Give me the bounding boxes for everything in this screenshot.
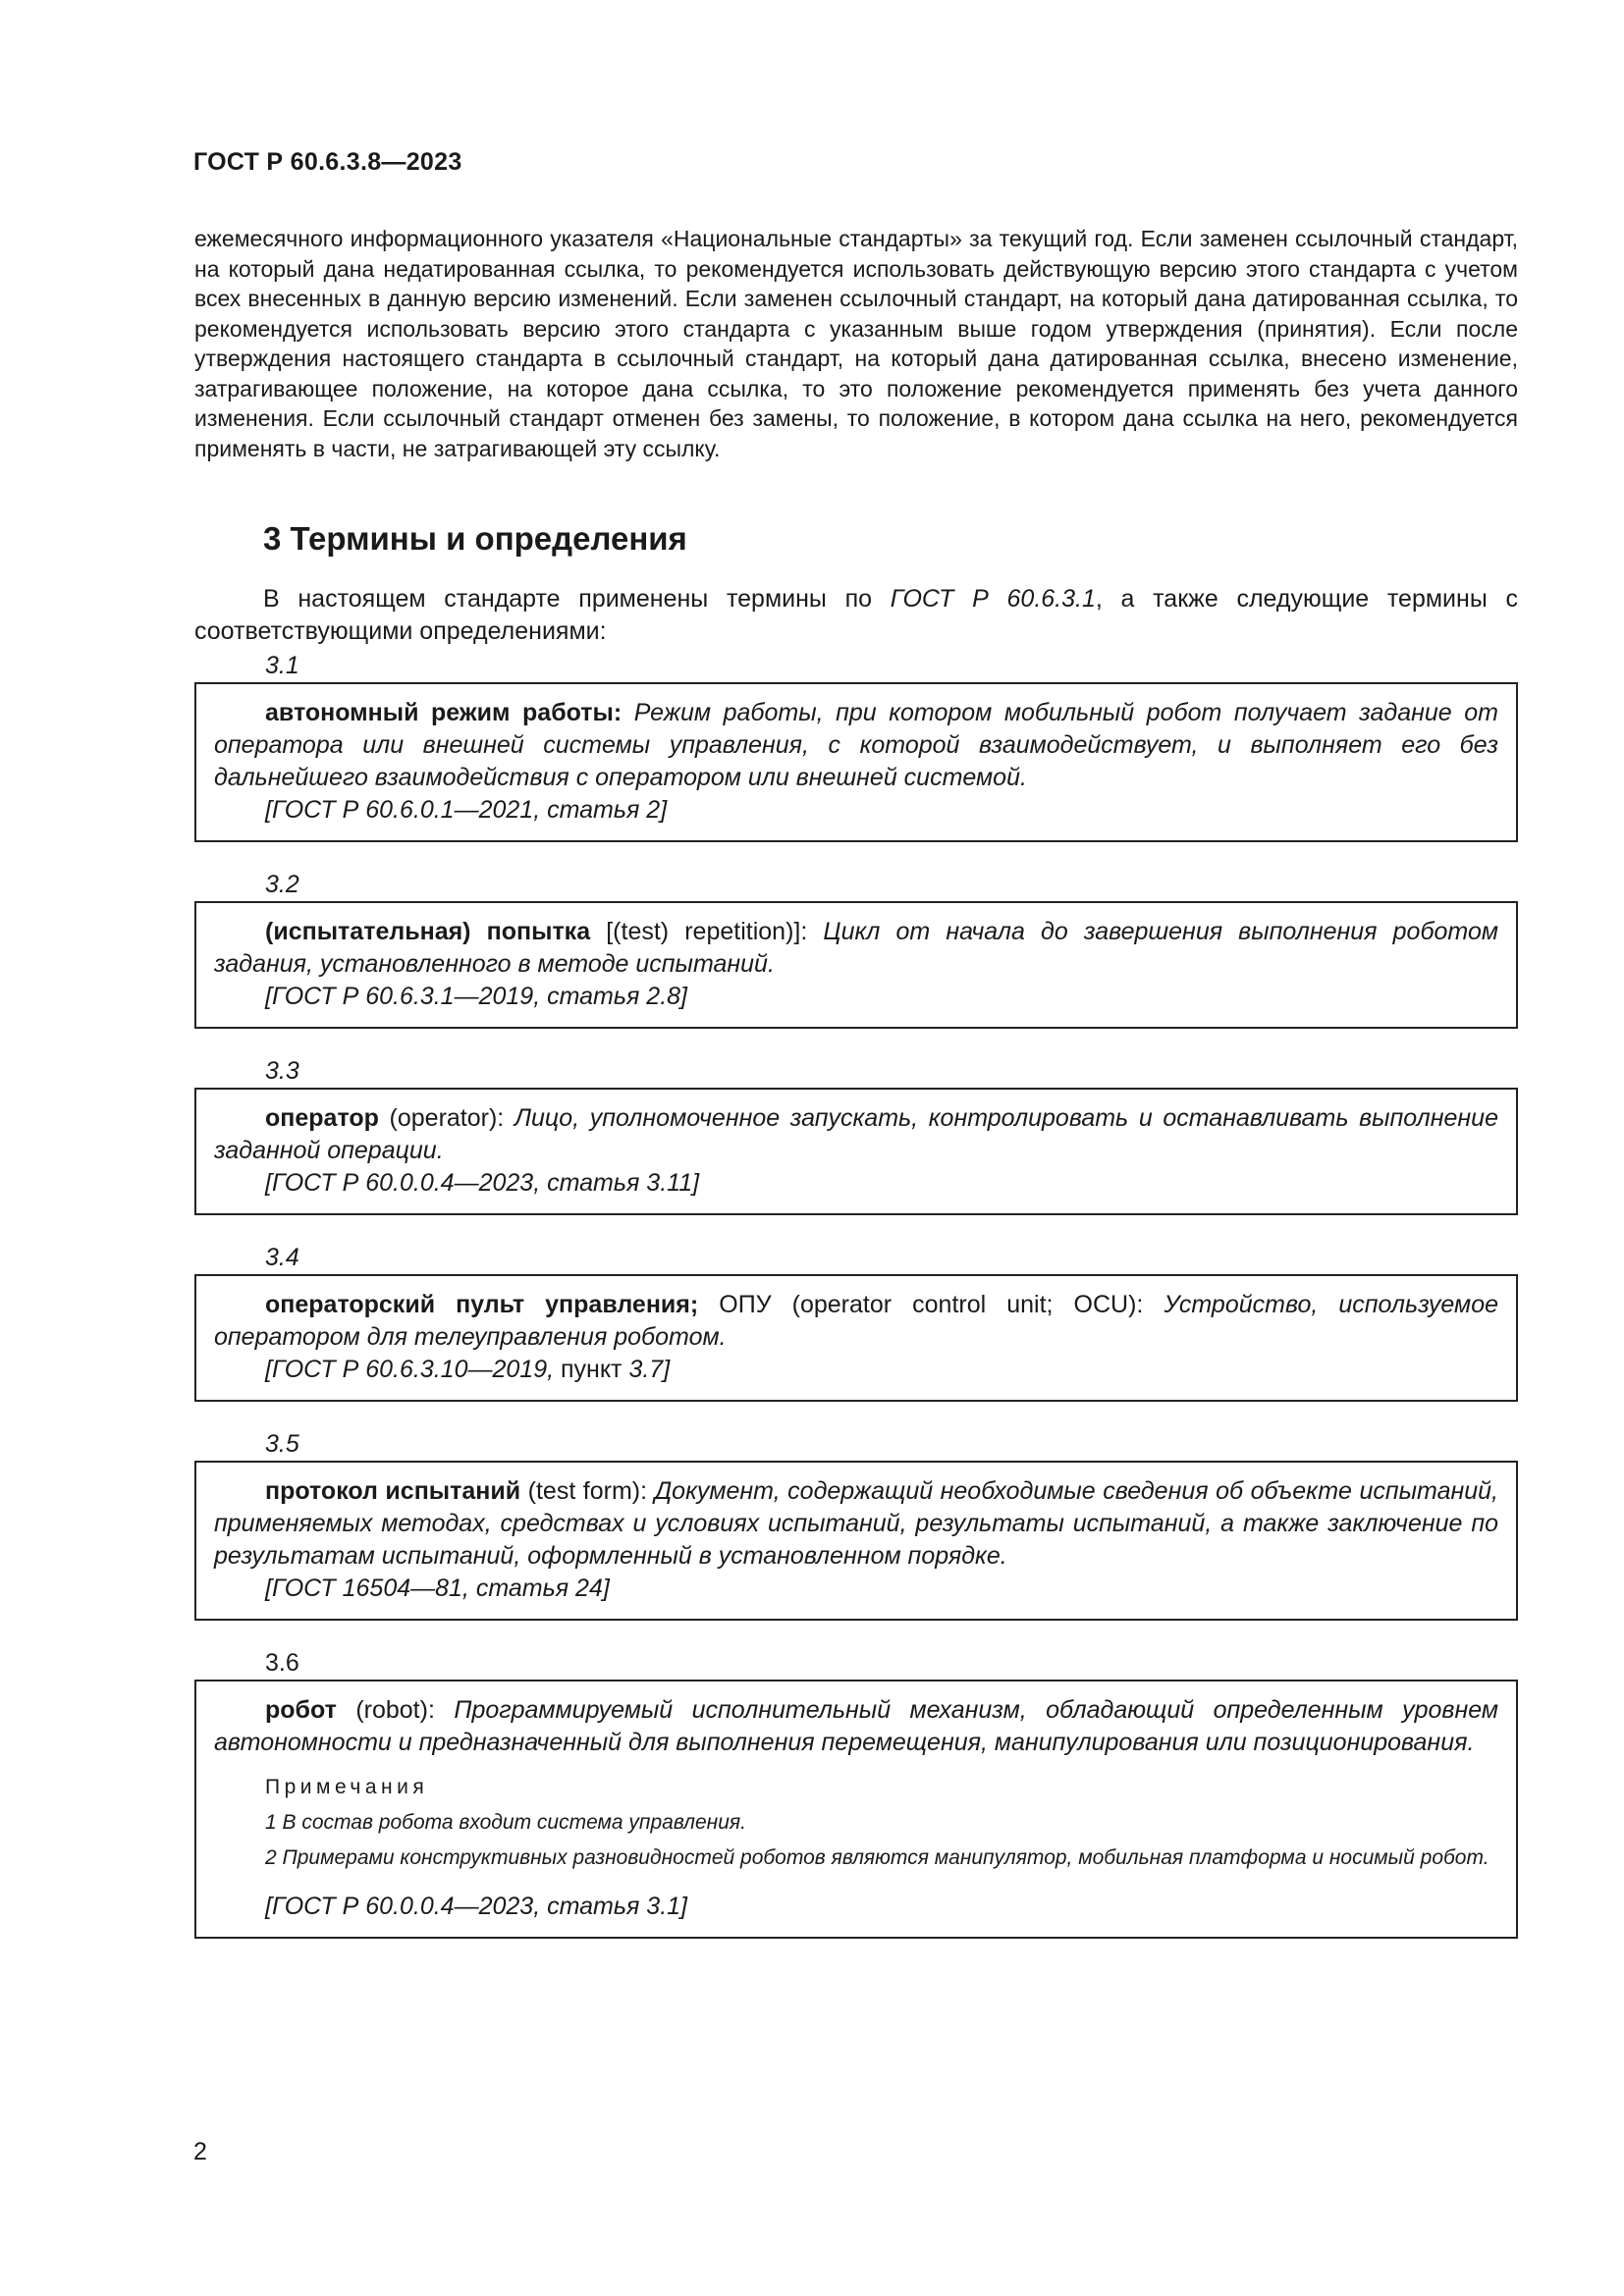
term-number: 3.4 (265, 1244, 299, 1271)
section-title: 3 Термины и определения (263, 520, 687, 557)
term-entry-box (194, 682, 1518, 842)
term-source: [ГОСТ Р 60.6.3.1—2019, статья 2.8] (265, 983, 688, 1010)
note-item: 2 Примерами конструктивных разновидностей роботов являются манипулятор, мобильная платформа и носимый робот. (265, 1846, 1489, 1869)
lead-text-before: В настоящем стандарте применены термины по (263, 585, 891, 613)
term-number: 3.2 (265, 871, 299, 898)
term-entry-box (194, 1088, 1518, 1215)
term-name: автономный режим работы: (265, 699, 623, 726)
term-number: 3.6 (265, 1649, 299, 1677)
term-definition (214, 697, 1498, 794)
term-source: [ГОСТ Р 60.0.0.4—2023, статья 3.11] (265, 1169, 700, 1197)
term-source (214, 1354, 1498, 1386)
lead-text-after: , а также следующие термины с соответствующими определениями: (194, 585, 1518, 645)
term-source-reference: [ГОСТ Р 60.6.3.10—2019, (265, 1356, 555, 1383)
term-definition-text: Цикл от начала до завершения выполнения роботом задания, установленного в методе испытаний. (214, 918, 1498, 978)
term-entry-box (194, 1274, 1518, 1402)
term-definition (214, 1289, 1498, 1354)
term-definition-text: Режим работы, при котором мобильный робот получает задание от оператора или внешней системы управления, с которой взаимодействует, и выполняет его без дальнейшего взаимодействия с оператором или внешней системой. (214, 699, 1498, 791)
term-definition (214, 1102, 1498, 1167)
term-english-equivalent: ОПУ (operator control unit; OCU): (698, 1291, 1144, 1318)
term-name: оператор (265, 1104, 379, 1132)
term-name: операторский пульт управления; (265, 1291, 699, 1318)
term-english-equivalent: (operator): (378, 1104, 505, 1132)
term-number: 3.3 (265, 1057, 299, 1085)
term-entry-box (194, 1680, 1518, 1939)
term-entry-box (194, 901, 1518, 1029)
term-definition (214, 1475, 1498, 1573)
term-number: 3.1 (265, 652, 299, 679)
term-source: [ГОСТ 16504—81, статья 24] (265, 1575, 610, 1602)
term-definition-text: Устройство, используемое оператором для телеуправления роботом. (214, 1291, 1498, 1351)
term-source: [ГОСТ Р 60.0.0.4—2023, статья 3.1] (265, 1893, 688, 1920)
term-entry-box (194, 1461, 1518, 1621)
intro-paragraph: ежемесячного информационного указателя «Национальные стандарты» за текущий год. Если заменен ссылочный стандарт, на который дана недатированная ссылка, то рекомендуется использовать действующую версию этого стандарта с учетом всех внесенных в данную версию изменений. Если заменен ссылочный стандарт, на который дана датированная ссылка, то рекомендуется использовать версию этого стандарта с указанным выше годом утверждения (принятия). Если после утверждения настоящего стандарта в ссылочный стандарт, на который дана датированная ссылка, внесено изменение, затрагивающее положение, на которое дана ссылка, то это положение рекомендуется применять без учета данного изменения. Если ссылочный стандарт отменен без замены, то положение, в котором дана ссылка на него, рекомендуется применять в части, не затрагивающей эту ссылку. (194, 226, 1518, 461)
term-definition-text: Документ, содержащий необходимые сведения об объекте испытаний, применяемых методах, средствах и условиях испытаний, результаты испытаний, а также заключение по результатам испытаний, оформленный в установленном порядке. (214, 1477, 1498, 1570)
term-definition (214, 916, 1498, 981)
term-number: 3.5 (265, 1430, 299, 1458)
term-name: протокол испытаний (265, 1477, 521, 1505)
terms-list (194, 650, 1518, 1965)
term-english-equivalent: (robot): (336, 1696, 435, 1724)
note-item: 1 В состав робота входит система управления. (265, 1811, 746, 1834)
term-name: робот (265, 1696, 337, 1724)
lead-standard-reference: ГОСТ Р 60.6.3.1 (890, 585, 1096, 613)
page-number: 2 (193, 2138, 207, 2165)
term-english-equivalent: (test form): (520, 1477, 648, 1505)
notes-heading: Примечания (265, 1776, 429, 1798)
term-definition-text: Программируемый исполнительный механизм, обладающий определенным уровнем автономности и предназначенный для выполнения перемещения, манипулирования или позиционирования. (214, 1696, 1499, 1756)
term-english-equivalent: [(test) repetition)]: (590, 918, 808, 945)
term-source-clause-number: 3.7] (628, 1356, 671, 1383)
standard-code: ГОСТ Р 60.6.3.8—2023 (193, 148, 462, 176)
term-definition (214, 1694, 1498, 1759)
term-source: [ГОСТ Р 60.6.0.1—2021, статья 2] (265, 796, 668, 824)
term-definition-text: Лицо, уполномоченное запускать, контролировать и останавливать выполнение заданной операции. (214, 1104, 1498, 1164)
term-source-clause-word: пункт (554, 1356, 629, 1383)
section-lead (194, 583, 1518, 648)
term-name: (испытательная) попытка (265, 918, 591, 945)
